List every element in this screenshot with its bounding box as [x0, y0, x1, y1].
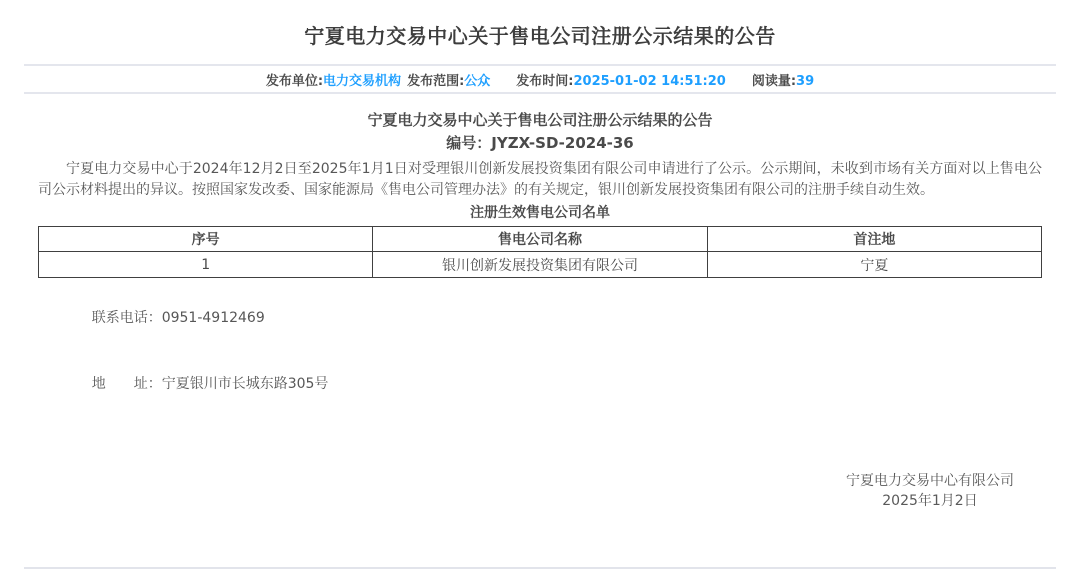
- read-count-value: 39: [796, 73, 815, 89]
- read-count: [752, 70, 814, 89]
- publish-unit-value: 电力交易机构: [323, 73, 402, 89]
- publish-meta-bar: [24, 64, 1056, 94]
- publish-scope: [407, 70, 490, 89]
- announcement-paragraph: 宁夏电力交易中心于2024年12月2日至2025年1月1日对受理银川创新发展投资集团有限公司申请进行了公示。公示期间，未收到市场有关方面对以上售电公司公示材料提出的异议。按照国家发改委、国家能源局《售电公司管理办法》的有关规定，银川创新发展投资集团有限公司的注册手续自动生效。: [38, 161, 1042, 198]
- contact-address-label: 地 址：: [91, 376, 162, 392]
- column-header-location: 首注地: [707, 227, 1041, 252]
- cell-seq: 1: [39, 252, 373, 278]
- contact-phone-label: 联系电话：: [91, 310, 162, 326]
- read-count-label: 阅读量:: [751, 73, 797, 89]
- publish-time: [516, 70, 726, 89]
- article-body: [38, 110, 1042, 511]
- publish-scope-label: 发布范围:: [407, 73, 465, 89]
- signature-company: 宁夏电力交易中心有限公司: [846, 473, 1014, 489]
- cell-company: 银川创新发展投资集团有限公司: [373, 252, 707, 278]
- registered-companies-table: [38, 226, 1042, 278]
- signature-date: 2025年1月2日: [882, 493, 978, 509]
- article-title: 宁夏电力交易中心关于售电公司注册公示结果的公告: [367, 111, 713, 129]
- table-header-row: [39, 227, 1042, 252]
- cell-location: 宁夏: [707, 252, 1041, 278]
- page-title: 宁夏电力交易中心关于售电公司注册公示结果的公告: [304, 24, 776, 48]
- publish-unit-label: 发布单位:: [265, 73, 324, 89]
- publish-time-label: 发布时间:: [516, 73, 574, 89]
- column-header-seq: 序号: [39, 227, 373, 252]
- contact-address-value: 宁夏银川市长城东路305号: [161, 376, 329, 392]
- contact-address: [65, 351, 1042, 417]
- doc-number: 编号：JYZX-SD-2024-36: [446, 134, 634, 152]
- signature-block: [38, 471, 1014, 511]
- publish-unit: [266, 70, 401, 89]
- publish-time-value: 2025-01-02 14:51:20: [573, 73, 726, 89]
- table-row: [39, 252, 1042, 278]
- contact-info: [38, 285, 1042, 417]
- column-header-company: 售电公司名称: [373, 227, 707, 252]
- table-caption: 注册生效售电公司名单: [470, 205, 610, 221]
- publish-scope-value: 公众: [464, 73, 491, 89]
- contact-phone: [65, 285, 1042, 351]
- contact-phone-value: 0951-4912469: [161, 310, 265, 326]
